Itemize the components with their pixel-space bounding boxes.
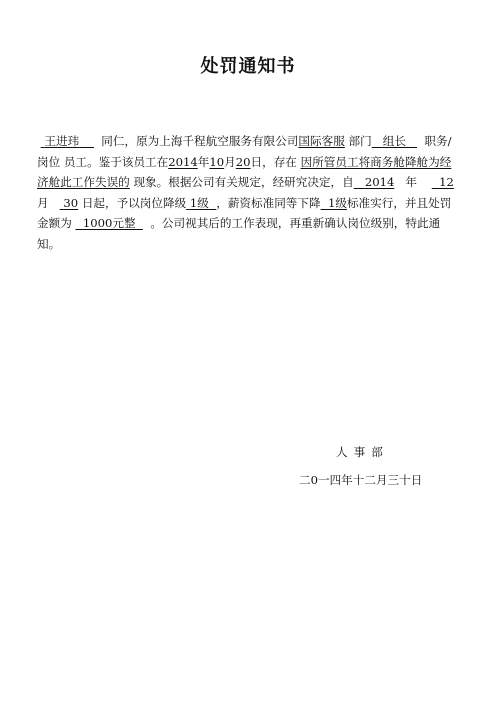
employee-name: 王进玮 [44,134,80,148]
body-text-8: 现象。根据公司有关规定，经研究决定，自 [133,175,354,189]
body-text-14: 。公司视其后的工作表现，再重新确认岗位级别，特此通知。 [37,216,441,251]
incident-day: 20 [235,154,251,169]
issuing-department: 人事部 [336,445,389,459]
body-text-6: 月 [224,154,236,169]
body-text-13: 标准实行，并且处罚金额为 [37,195,452,230]
incident-description: 因所管员工将商务舱降舱为经济舱此工作失误的 [37,154,452,189]
incident-year: 2014 [168,154,198,169]
department-name: 国际客服 [298,134,345,148]
effective-year: 2014 [364,175,395,189]
demotion-levels: 1级 [189,195,209,210]
incident-month: 10 [209,154,225,169]
body-text-7: 日，存在 [250,154,297,169]
body-text-3: 职务/岗位 [37,134,452,169]
issue-date: 二0一四年十二月三十日 [299,473,423,487]
effective-day: 30 [63,195,79,210]
body-text-2: 部门 [348,134,372,148]
body-text-1: 同仁，原为上海千程航空服务有限公司 [101,134,299,148]
body-text-5: 年 [197,154,210,169]
salary-levels: 1级 [327,195,347,210]
position-name: 组长 [382,134,406,148]
document-title: 处罚通知书 [200,56,296,77]
body-text-9: 年 [405,175,417,189]
body-text-12: ，薪资标准同等下降 [216,195,321,210]
body-text-11: 日起，予以岗位降级 [81,195,187,210]
effective-month: 12 [439,175,454,189]
fine-amount: 1000元整 [82,216,136,230]
body-text-4: 员工。鉴于该员工在 [63,154,169,169]
body-text-10: 月 [37,195,49,210]
notice-body [37,131,458,254]
